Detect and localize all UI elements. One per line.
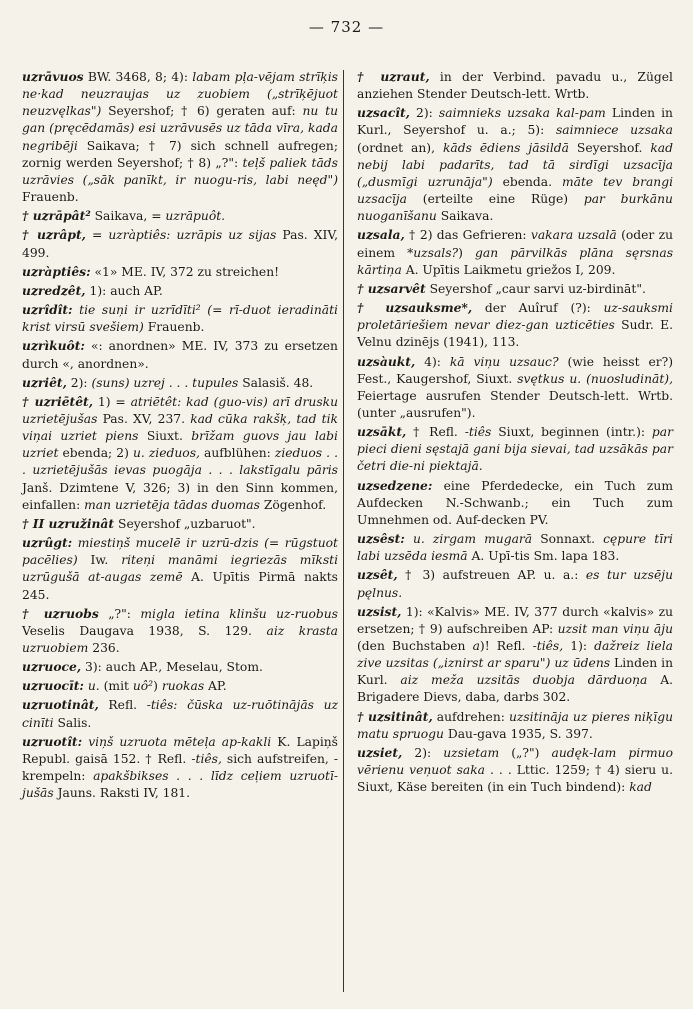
dictionary-entry [357, 353, 673, 423]
entry-example: kā viņu uzsauc? [449, 354, 559, 369]
entry-example: es tur uzsēju pęlnus. [357, 568, 673, 600]
entry-text: K. Lapiņš Republ. gaisā 152. † Refl. [22, 734, 338, 766]
entry-text: A. Brigadere Dievs, daba, darbs 302. [357, 673, 673, 705]
entry-example: kad cūka rakšķ, tad tik viņai uzriet piens [22, 411, 339, 444]
entry-text: (ordnet an), [357, 140, 443, 155]
entry-text: Salasiš. 48. [238, 375, 314, 390]
entry-text: † 3) aufstreuen AP. u. a.: [397, 568, 586, 583]
entry-example: man uzrietēja tādas duomas [84, 497, 260, 512]
dictionary-entry [22, 337, 338, 372]
right-column [357, 68, 673, 796]
entry-text: BW. 3468, 8; 4): [83, 70, 193, 84]
entry-headword: uzsākt, [357, 424, 407, 440]
column-divider [343, 70, 344, 992]
entry-text: 1): [401, 604, 428, 619]
entry-text: Veselis Daugava 1938, S. 129. [22, 623, 267, 638]
dictionary-entry [357, 280, 673, 298]
entry-example: uzsals? [413, 245, 459, 260]
entry-example: gan pārvilkās plāna sęrsnas kārtiņa [357, 245, 673, 277]
entry-headword: uzruocīt: [22, 678, 84, 694]
entry-headword: uzredzêt, [22, 282, 86, 298]
entry-text: (oder zu einem * [357, 228, 673, 260]
dictionary-entry [357, 744, 673, 796]
entry-example: uzsit man viņu āju [557, 621, 673, 636]
entry-text: eine Pferdedecke, ein Tuch zum Aufdecken N.-Schwanb.; ein Tuch zum Umnehmen od. Auf-decken PV. [357, 478, 673, 527]
entry-example: teļš paliek tāds uzrāvies („sāk panīkt, ir nuogu-ris, labi neęd") [22, 155, 338, 187]
entry-example: uzsietam [443, 745, 500, 760]
entry-text: 2): [66, 375, 92, 390]
entry-example: brīžam guovs jau labi uzriet [22, 429, 338, 461]
entry-headword: † uzruobs [22, 605, 99, 621]
page-number: — 732 — [308, 18, 385, 36]
entry-headword: uzsêst: [357, 531, 405, 547]
entry-headword: † uzrāpât² [22, 208, 91, 224]
dictionary-entry [357, 68, 673, 103]
entry-headword: uzsiet, [357, 744, 403, 760]
entry-text: = [85, 228, 109, 243]
entry-headword: † uzsarvêt [357, 280, 426, 296]
entry-text: 1): auch AP. [89, 283, 163, 298]
entry-text: ebenda; 2) [58, 446, 133, 461]
entry-text: Dau-gava 1935, S. 397. [443, 726, 593, 741]
entry-text: „?": [98, 606, 141, 621]
entry-headword: uzsêt, [357, 567, 398, 583]
entry-headword: uzsacît, [357, 105, 410, 121]
left-column [22, 68, 338, 802]
dictionary-entry [22, 301, 338, 336]
entry-example: aiz krasta uzruobiem [22, 623, 338, 655]
entry-text: ) [153, 679, 162, 694]
entry-text: «Kalvis» ME. IV, 377 durch «kalvis» zu ersetzen; † 9) aufschreiben AP: [357, 604, 673, 636]
entry-headword: uzruotinât, [22, 697, 99, 713]
entry-text: 2): [402, 745, 444, 760]
entry-text: Sudr. E. Velnu dzinējs (1941), 113. [357, 318, 673, 350]
entry-text: („?") [499, 745, 552, 760]
entry-text: 2): [409, 106, 439, 121]
entry-example: cępure tīri labi uzsēda iesmā [357, 532, 673, 564]
entry-text: A. Upī-tis Sm. lapa 183. [467, 549, 620, 564]
entry-example: zieduos . . . uzrietējušās ievas puogāja . . . lakstīgalu pāris [22, 446, 338, 478]
entry-text: Linden in Kurl. [357, 656, 673, 688]
entry-text: (erteilte eine Rüge) [407, 192, 584, 207]
entry-example: uzràptiês: uzrāpis uz sijas [108, 228, 277, 243]
entry-text: Siuxt. [138, 429, 192, 444]
entry-text: A. Upītis Laikmetu griežos I, 209. [401, 262, 616, 277]
entry-text: AP. [204, 679, 227, 694]
entry-headword: uzsala, [357, 227, 405, 243]
dictionary-entry [22, 282, 338, 300]
dictionary-entry [22, 226, 338, 261]
entry-text: )! Refl. [479, 639, 533, 653]
entry-example: -tiês: čūska uz-ruōtinājās uz cinīti [22, 698, 338, 730]
dictionary-entry [22, 677, 338, 695]
entry-example: riteņi manāmi iegriezās mīksti uzrūgušā at-augas zemē [22, 553, 339, 585]
entry-text: Saikava, = [90, 209, 166, 224]
entry-example: kad nebij labi padarīts, tad tā sirdīgi uzsacīja („dusmīgi uzrunāja") [357, 140, 673, 189]
dictionary-entry [22, 534, 338, 604]
entry-text: Frauenb. [143, 320, 205, 335]
entry-example: labam pļa-vējam strīķis ne·kad neuzraujas uz zuobiem („strīķējuot neuzvęlkas") [22, 70, 338, 119]
entry-headword: † uzsitinât, [357, 708, 433, 724]
entry-example: uzsitināja uz pieres niķīgu matu spruogu [357, 709, 673, 741]
entry-example: a [472, 639, 480, 653]
entry-text: (wie heisst er?) Fest., Kaugershof, Siuxt. [357, 354, 673, 386]
entry-text: Iw. [77, 553, 122, 568]
entry-example: dažreiz liela zive uzsitas („iznirst ar sparu") uz ūdens [357, 639, 673, 671]
entry-text: 1): [563, 639, 595, 653]
dictionary-entry [22, 605, 338, 657]
entry-headword: † uzsauksme*, [357, 300, 473, 316]
entry-text: aufdrehen: [432, 709, 509, 724]
entry-headword: uzruotît: [22, 733, 83, 749]
entry-example: par burkānu nuoganīšanu [357, 192, 673, 224]
entry-example: kāds ēdiens jāsildā [442, 140, 569, 155]
dictionary-entry [22, 733, 338, 803]
entry-text: Seyershof „uzbaruot". [118, 516, 256, 531]
entry-text: 236. [88, 641, 120, 655]
entry-headword: † II uzružinât [22, 515, 115, 531]
dictionary-entry [357, 423, 673, 475]
dictionary-entry [22, 68, 338, 206]
entry-text: 3): [81, 660, 106, 675]
entry-text: Salis. [53, 715, 92, 730]
entry-text: A. Upītis Pirmā nakts 245. [22, 570, 338, 602]
entry-example: -tiês, [191, 751, 222, 766]
dictionary-entry [22, 515, 338, 533]
entry-headword: uzrûgt: [22, 535, 73, 551]
entry-example: tie suņi ir uzrīdīti² (= rī-duot ieradināti krist virsū svešiem) [22, 303, 338, 335]
entry-example: u. zirgam mugarā [412, 532, 533, 547]
dictionary-entry [357, 603, 673, 707]
entry-text: (mit [99, 679, 133, 694]
entry-text: Jauns. Raksti IV, 181. [53, 786, 191, 801]
entry-text: † 2) das Gefrieren: [404, 228, 531, 243]
entry-text: Pas. XIV, 499. [22, 228, 338, 260]
entry-text: Saikava. [436, 209, 494, 224]
entry-example: svętkus u. (nuosludināt), [517, 371, 673, 386]
entry-example: apakšbikses . . . līdz ceļiem uzruotī-jušās [22, 769, 338, 801]
dictionary-entry [22, 696, 338, 731]
dictionary-entry [22, 393, 338, 514]
entry-example: ruokas [161, 679, 205, 694]
entry-headword: uzrāvuos [22, 69, 84, 84]
entry-text: Seyershof; † 6) geraten auf: [101, 104, 303, 119]
entry-text: † Refl. [406, 425, 465, 440]
entry-example: uô² [132, 679, 154, 694]
entry-text: 4): [415, 354, 450, 369]
entry-example: uzrāpuôt. [165, 209, 226, 224]
entry-example: audęk-lam pirmuo vērienu veņuot saka [357, 745, 673, 778]
dictionary-entry [357, 530, 673, 565]
entry-text: Pas. XV, 237. [97, 411, 191, 426]
entry-text: Frauenb. [22, 190, 79, 205]
dictionary-entry [357, 104, 673, 225]
entry-example: kad [629, 780, 652, 795]
entry-example: viņš uzruota mēteļa ap-kakli [88, 734, 272, 749]
entry-headword: uzriêt, [22, 374, 67, 390]
entry-example: uz-sauksmi proletāriešiem nevar diez-gan uzticēties [357, 301, 673, 333]
entry-text: Refl. [98, 698, 147, 713]
entry-example: -tiês [464, 425, 492, 440]
entry-text: Seyershof. [568, 140, 651, 155]
entry-headword: † uzraut, [357, 69, 430, 84]
dictionary-entry [22, 374, 338, 392]
entry-headword: † uzrâpt, [22, 227, 86, 243]
entry-text: 1) = [93, 394, 131, 409]
dictionary-entry [357, 566, 673, 601]
entry-text: (den Buchstaben [357, 639, 473, 653]
dictionary-entry [357, 226, 673, 278]
entry-example: vakara uzsalā [530, 228, 617, 243]
dictionary-entry [22, 658, 338, 676]
entry-example: māte tev brangi uzsacīja [357, 174, 674, 207]
entry-example: aiz meža uzsitās duobja dārduoņa [400, 673, 648, 688]
entry-text: «: anordnen» ME. IV, 373 zu ersetzen durch «, anordnen». [22, 339, 338, 371]
entry-headword: uzràptiês: [22, 263, 91, 279]
entry-headword: uzrîdît: [22, 302, 73, 318]
entry-example: (suns) uzrej . . . tupules [91, 375, 239, 390]
entry-text [430, 70, 440, 84]
dictionary-entry [22, 207, 338, 225]
entry-example: migla ietina klinšu uz-ruobus [140, 606, 338, 621]
dictionary-entry [357, 299, 673, 351]
entry-headword: † uzriētêt, [22, 393, 94, 409]
entry-example: saimnieks uzsaka kal-pam [438, 106, 606, 121]
dictionary-entry [357, 708, 673, 743]
entry-text: ebenda. [492, 174, 562, 189]
entry-example: -tiês, [532, 639, 564, 653]
entry-text [405, 532, 413, 546]
entry-text: auch AP., Meselau, Stom. [105, 660, 263, 675]
entry-headword: uzrìkuôt: [22, 338, 85, 354]
entry-headword: uzsedzene: [357, 477, 433, 493]
entry-headword: uzsàukt, [357, 353, 416, 369]
entry-text: Siuxt, beginnen (intr.): [491, 425, 652, 440]
entry-example: u. zieduos, [132, 446, 200, 461]
entry-example: nu tu gan (pręcēdamās) esi uzrāvusēs uz tāda vīra, kada negribēji [22, 104, 338, 153]
entry-headword: uzruoce, [22, 659, 82, 675]
entry-example: par pieci dieni sęstajā gani bija sievai, tad uzsākās par četri die-ni piektajā. [357, 425, 673, 474]
entry-text: in der Verbind. pavadu u., Zügel anziehen Stender Deutsch-lett. Wrtb. [357, 70, 673, 102]
entry-example: saimniece uzsaka [555, 123, 673, 138]
entry-example: miestiņš mucelē ir uzrū-dzis (= rūgstuot pacēlies) [22, 536, 338, 568]
entry-text: Saikava; † 7) sich schnell aufregen; zornig werden Seyershof; † 8) „?": [22, 138, 338, 170]
entry-text: Zögenhof. [259, 497, 327, 512]
entry-text: . . . Lttic. 1259; † 4) sieru u. Siuxt, Käse bereiten (in ein Tuch bindend): [357, 763, 673, 795]
entry-text: der Auîruf (?): [472, 301, 604, 316]
entry-text: «1» ME. IV, 372 zu streichen! [94, 264, 280, 279]
entry-text: ) [458, 245, 476, 260]
entry-text: Feiertage ausrufen Stender Deutsch-lett. Wrtb. (unter „ausrufen"). [357, 388, 673, 420]
entry-text: Janš. Dzimtene V, 326; 3) in den Sinn kommen, einfallen: [22, 480, 338, 512]
entry-text: Sonnaxt. [532, 532, 604, 547]
entry-headword: uzsist, [357, 603, 402, 619]
dictionary-entry [357, 477, 673, 529]
entry-text: aufblühen: [199, 446, 275, 461]
entry-example: atriētêt: kad (guo-vis) arī drusku uzrietējušas [22, 394, 338, 426]
entry-text: Linden in Kurl., Seyershof u. a.; 5): [357, 106, 673, 138]
entry-text: sich aufstreifen, -krempeln: [22, 751, 339, 784]
entry-text: Seyershof „caur sarvi uz-birdināt". [429, 281, 646, 296]
dictionary-entry [22, 263, 338, 281]
entry-example: u. [87, 679, 100, 694]
